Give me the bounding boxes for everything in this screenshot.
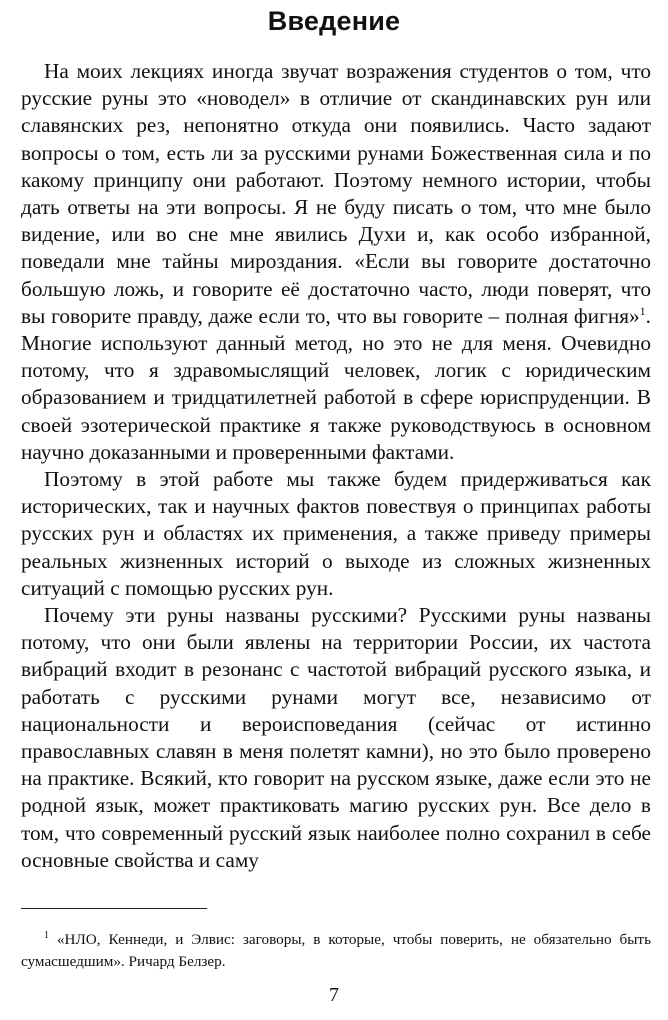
footnote-reference: 1 — [639, 303, 646, 318]
paragraph-2: Поэтому в этой работе мы также будем придерживаться как исторических, так и научных фактов повествуя о принципах работы русских рун и областях их применения, а также приведу примеры реальных жизненных историй о выходе из сложных жизненных ситуаций с помощью русских рун. — [21, 467, 651, 600]
body-text — [21, 58, 651, 874]
paragraph-3: Почему эти руны названы русскими? Русскими руны названы потому, что они были явлены на территории России, их частота вибраций входит в резонанс с частотой вибраций русского языка, и работать с русскими рунами могут все, независимо от национальности и вероисповедания (сейчас от истинно православных славян в меня полетят камни), но это было проверено на практике. Всякий, кто говорит на русском языке, даже если это не родной язык, может практиковать магию русских рун. Все дело в том, что современный русский язык наиболее полно сохранил в себе основные свойства и саму — [21, 603, 651, 872]
page-number: 7 — [329, 984, 339, 1006]
footnote-marker: 1 — [44, 929, 49, 941]
footnote-text: «НЛО, Кеннеди, и Элвис: заговоры, в которые, чтобы поверить, не обязательно быть сумасшедшим». Ричард Белзер. — [21, 931, 651, 970]
footnote — [21, 929, 651, 973]
footnote-separator — [21, 908, 207, 909]
page-title: Введение — [267, 6, 401, 36]
paragraph-1-continuation: . Многие используют данный метод, но это не для меня. Очевидно потому, что я здравомыслящий человек, логик с юридическим образованием и тридцатилетней работой в сфере юриспруденции. В своей эзотерической практике я также руководствуюсь в основном научно доказанными и проверенными фактами. — [21, 303, 651, 464]
paragraph-1 — [21, 58, 651, 466]
paragraph-1-text: На моих лекциях иногда звучат возражения студентов о том, что русские руны это «новодел» в отличие от скандинавских рун или славянских рез, непонятно откуда они появились. Часто задают вопросы о том, есть ли за русскими рунами Божественная сила и по какому принципу они работают. Поэтому немного истории, чтобы дать ответы на эти вопросы. Я не буду писать о том, что мне было видение, или во сне мне явились Духи и, как особо избранной, поведали мне тайны мироздания. «Если вы говорите достаточно большую ложь, и говорите её достаточно часто, люди поверят, что вы говорите правду, даже если то, что вы говорите – полная фигня» — [21, 59, 651, 328]
